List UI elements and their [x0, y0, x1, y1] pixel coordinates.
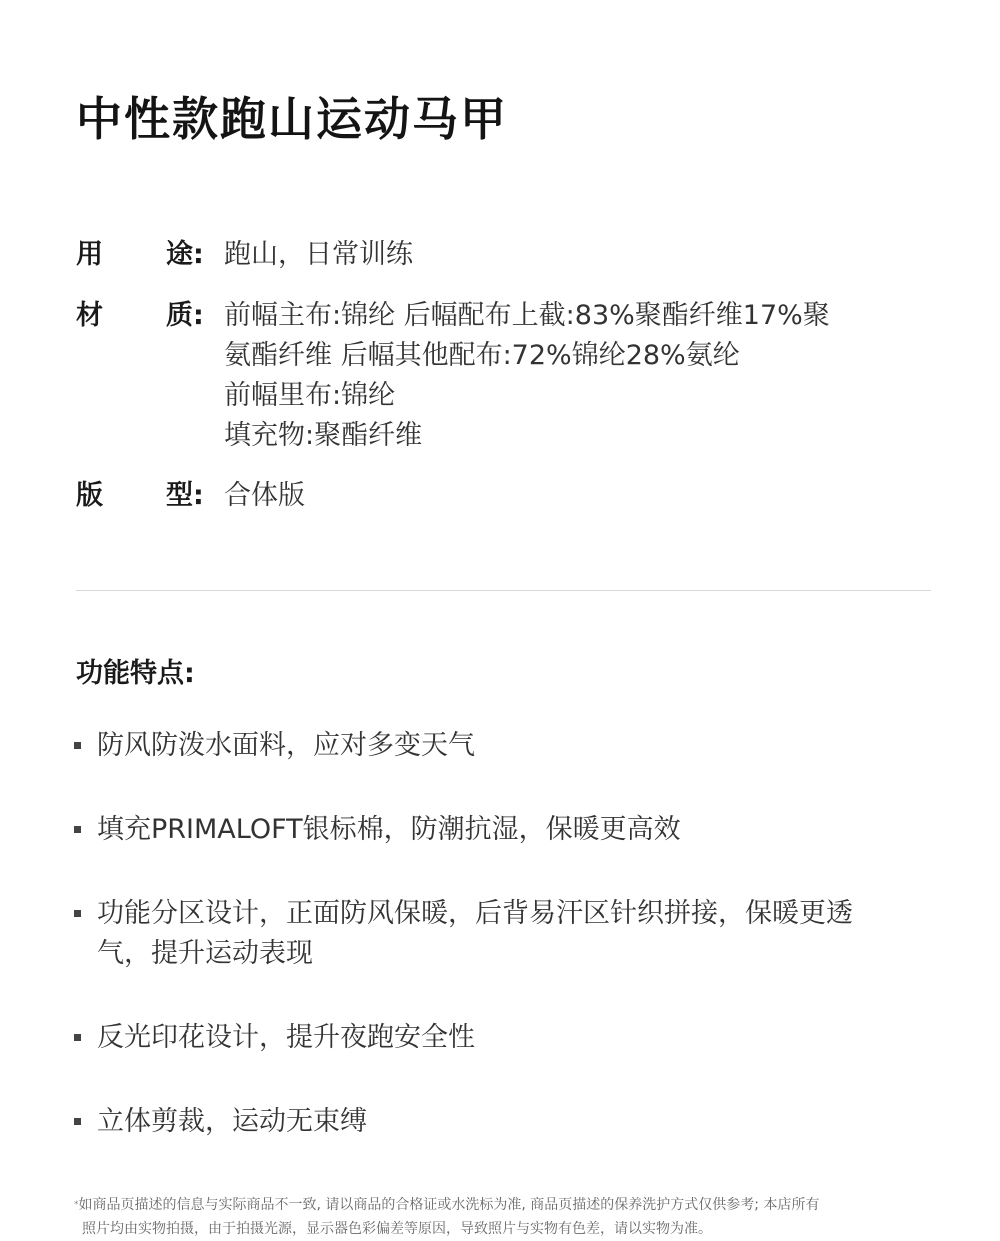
spec-value-line: 合体版 [224, 480, 305, 511]
section-divider [76, 590, 931, 591]
spec-label-char: 型: [166, 480, 204, 511]
feature-text [97, 726, 962, 766]
spec-label-char: 质: [166, 300, 204, 331]
asterisk-mark: * [74, 1200, 79, 1210]
feature-line: 气，提升运动表现 [97, 938, 313, 969]
spec-label-char: 材 [76, 300, 103, 331]
disclaimer-line [74, 1193, 819, 1217]
spec-value-line: 填充物:聚酯纤维 [224, 420, 423, 451]
spec-value-line: 前幅主布:锦纶 后幅配布上截:83%聚酯纤维17%聚 [224, 300, 830, 331]
feature-line: 功能分区设计，正面防风保暖，后背易汗区针织拼接，保暖更透 [97, 898, 853, 929]
square-bullet-icon [74, 910, 81, 917]
spec-label-char: 版 [76, 480, 103, 511]
feature-line: 防风防泼水面料，应对多变天气 [97, 730, 475, 761]
spec-label-char: 途: [166, 239, 204, 270]
square-bullet-icon [74, 826, 81, 833]
square-bullet-icon [74, 1034, 81, 1041]
feature-text [97, 1102, 962, 1142]
feature-text [97, 1018, 962, 1058]
spec-value-material [224, 296, 924, 456]
square-bullet-icon [74, 742, 81, 749]
disclaimer-footnote [74, 1193, 819, 1241]
page-title: 中性款跑山运动马甲 [76, 92, 508, 146]
disclaimer-text: 如商品页描述的信息与实际商品不一致, 请以商品的合格证或水洗标为准, 商品页描述的保养洗护方式仅供参考; 本店所有 [78, 1197, 820, 1213]
spec-label-char: 用 [76, 239, 103, 270]
feature-line: 填充PRIMALOFT银标棉，防潮抗湿，保暖更高效 [97, 814, 681, 845]
disclaimer-line: 照片均由实物拍摄，由于拍摄光源，显示器色彩偏差等原因，导致照片与实物有色差，请以实物为准。 [82, 1221, 712, 1237]
spec-value-line: 氨酯纤维 后幅其他配布:72%锦纶28%氨纶 [224, 340, 740, 371]
features-heading: 功能特点: [76, 658, 195, 689]
feature-text [97, 810, 962, 850]
square-bullet-icon [74, 1118, 81, 1125]
feature-text [97, 894, 962, 974]
feature-line: 立体剪裁，运动无束缚 [97, 1106, 367, 1137]
spec-value-usage [224, 235, 924, 275]
spec-value-line: 跑山，日常训练 [224, 239, 413, 270]
spec-value-fit [224, 476, 924, 516]
spec-value-line: 前幅里布:锦纶 [224, 380, 396, 411]
feature-line: 反光印花设计，提升夜跑安全性 [97, 1022, 475, 1053]
